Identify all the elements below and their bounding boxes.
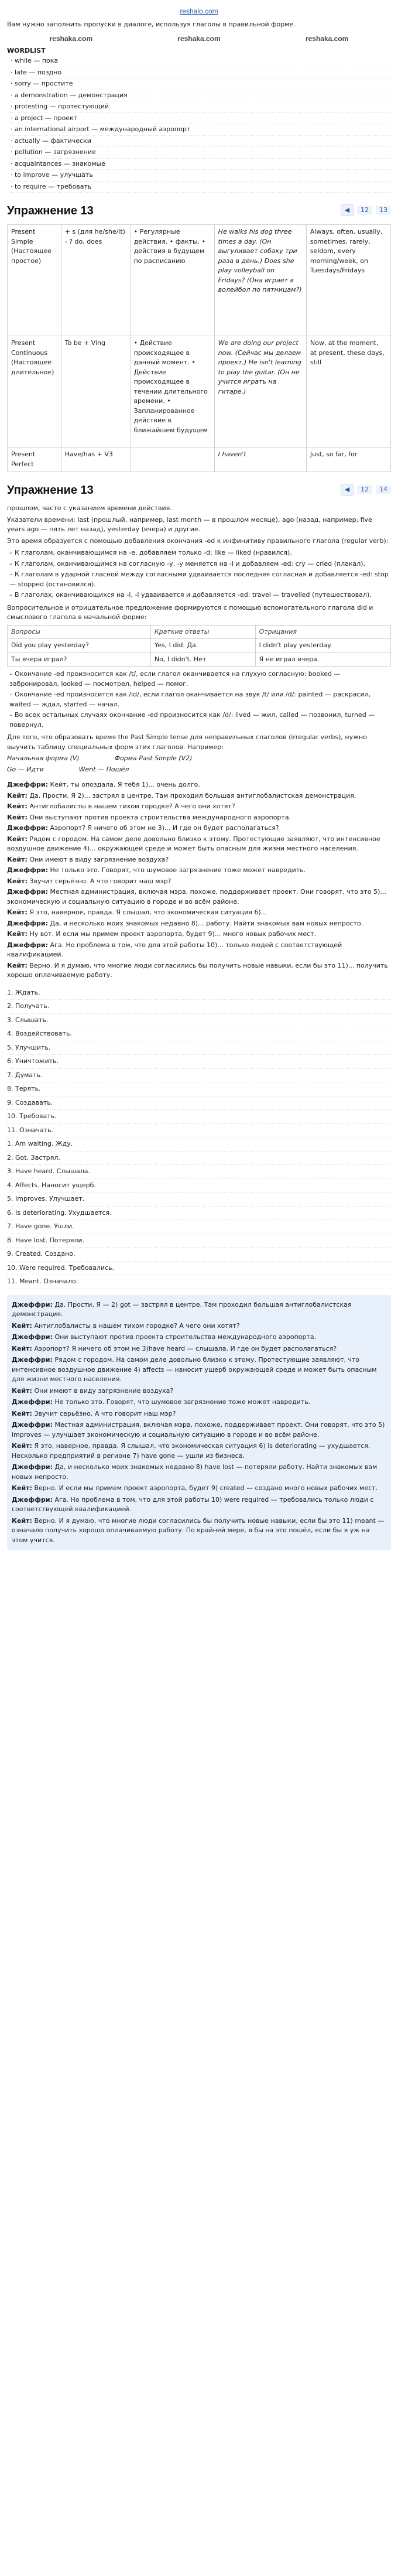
example-cell: We are doing our project now. (Сейчас мы делаем проект.) He isn't learning to play the guitar. (Он не учится играть на гитаре.)	[214, 336, 306, 447]
answer-item: 3. Have heard. Слышала.	[7, 1165, 391, 1179]
line-text: Ну вот. И если мы примем проект аэропорта, будет 9)... много новых рабочих мест.	[29, 930, 317, 938]
speaker: Джеффри:	[7, 919, 49, 927]
table-cell: Yes, I did. Да.	[150, 639, 255, 653]
answer-item: 5. Улучшить.	[7, 1041, 391, 1055]
line-text: Антиглобалисты в нашем тихом городке? А чего они хотят?	[34, 1321, 240, 1330]
dialogue-line	[7, 908, 391, 918]
answer-item: 6. Is deteriorating. Ухудшается.	[7, 1207, 391, 1221]
line-text: Не только это. Говорят, что шумовое загрязнение тоже может навредить.	[50, 866, 306, 874]
markers-cell: Always, often, usually, sometimes, rarely, seldom, every morning/week, on Tuesdays/Fridays	[306, 225, 390, 336]
column-header: Начальная форма (V)	[7, 754, 80, 762]
speaker: Кейт:	[7, 908, 28, 916]
wordlist-item: · to improve — улучшать	[7, 170, 391, 182]
grammar-table	[7, 224, 391, 472]
dialogue-line	[7, 835, 391, 854]
speaker: Кейт:	[12, 1409, 32, 1417]
line-text: Рядом с городом. На самом деле довольно близко к этому. Протестующие заявляют, что интенсивное воздушное движение 4)... окружающей среде и может быть опасным для жизни местного населения.	[7, 835, 380, 852]
line-text: Они имеют в виду загрязнение воздуха?	[34, 1386, 174, 1395]
wordlist-item: · acquaintances — знакомые	[7, 159, 391, 170]
form-cell: + s (для he/she/it) - ? do, does	[61, 225, 130, 336]
line-text: Антиглобалисты в нашем тихом городке? А чего они хотят?	[29, 802, 235, 810]
page-number[interactable]: 12	[357, 485, 372, 495]
answer-item: 7. Have gone. Ушли.	[7, 1220, 391, 1234]
question-table	[7, 625, 391, 667]
dialogue-line	[7, 813, 391, 823]
dialogue-line	[12, 1300, 386, 1320]
column-header: Вопросы	[8, 625, 151, 639]
line-text: Верно. И если мы примем проект аэропорта, будет 9) created — создано много новых рабочих мест.	[34, 1484, 378, 1492]
use-cell: • Действие происходящее в данный момент. • Действие происходящее в течении длительного времени. • Запланированное действие в ближайшем будущем	[130, 336, 214, 447]
dialogue-line	[7, 941, 391, 960]
table-row	[8, 652, 391, 667]
speaker: Джеффри:	[7, 888, 49, 896]
verb-table-header	[7, 754, 391, 764]
line-text: Не только это. Говорят, что шумовое загрязнение тоже может навредить.	[54, 1398, 311, 1406]
line-text: Верно. И я думаю, что многие люди согласились бы получить новые навыки, если бы это 11)... получить хорошо оплачиваемую работу.	[7, 961, 388, 979]
line-text: Да. Прости, Я — 2) got — застрял в центре. Там проходил большая антиглобалистская демонстрация.	[12, 1300, 352, 1318]
dialogue-line	[12, 1441, 386, 1461]
line-text: Они выступают против проекта строительства международного аэропорта.	[29, 813, 291, 821]
markers-cell: Now, at the moment, at present, these days, still	[306, 336, 390, 447]
table-row	[8, 639, 391, 653]
speaker: Кейт:	[7, 791, 28, 800]
answer-item: 11. Meant. Означало.	[7, 1275, 391, 1289]
line-text: Аэропорт? Я ничего об этом не 3)... И где он будет располагаться?	[50, 824, 279, 832]
line-text: Да, и несколько моих знакомых недавно 8) have lost — потеряли работу. Найти знакомых вам новых непросто.	[12, 1463, 378, 1481]
dialogue-line	[7, 791, 391, 801]
speaker: Джеффри:	[12, 1398, 53, 1406]
tense-cell: Present Continuous (Настоящее длительное)	[8, 336, 61, 447]
dialogue-line	[12, 1463, 386, 1482]
tense-cell: Present Perfect	[8, 447, 61, 472]
dialogue-line	[12, 1386, 386, 1396]
line-text: Звучит серьёзно. А что говорит наш мэр?	[34, 1409, 176, 1417]
dialogue-line	[12, 1495, 386, 1515]
dialogue-line	[7, 802, 391, 812]
rule-item: – К глаголам в ударной гласной между согласными удваивается последняя согласная и добавляется -ed: stop — stopped (остановился).	[9, 570, 389, 588]
wordlist-item: · an international airport — международный аэропорт	[7, 124, 391, 136]
rule-item: – Окончание -ed произносится как /id/, если глагол оканчивается на звук /t/ или /d/: painted — раскрасил, waited — ждал, started — начал.	[9, 691, 371, 708]
form-text: Это время образуется с помощью добавления окончания -ed к инфинитиву правильного глагола (regular verb):	[7, 537, 389, 545]
speaker: Джеффри:	[7, 866, 49, 874]
rule-item: – В глаголах, оканчивающихся на -l, -l удваивается и добавляется -ed: travel — travelled (путешествовал).	[9, 591, 372, 599]
speaker: Кейт:	[7, 855, 28, 863]
answer-item: 10. Were required. Требовались.	[7, 1262, 391, 1276]
site-link[interactable]: reshalo.com	[180, 7, 218, 15]
answer-item: 8. Have lost. Потеряли.	[7, 1234, 391, 1248]
rule-item: – К глаголам, оканчивающимся на -e, добавляем только -d: like — liked (нравился).	[9, 549, 292, 556]
speaker: Кейт:	[7, 835, 28, 843]
answer-item: 5. Improves. Улучшает.	[7, 1193, 391, 1207]
table-cell: Did you play yesterday?	[8, 639, 151, 653]
line-text: Я это, наверное, правда. Я слышал, что экономическая ситуация 6) is deteriorating — ухудшается. Несколько предприятий в регионе 7) have gone — ушли из бизнеса.	[12, 1442, 370, 1460]
table-cell: I didn't play yesterday.	[255, 639, 390, 653]
speaker: Кейт:	[12, 1516, 32, 1525]
speaker: Джеффри:	[7, 941, 49, 949]
speaker: Джеффри:	[12, 1356, 53, 1364]
column-header: Краткие ответы	[150, 625, 255, 639]
table-row	[8, 336, 391, 447]
exercise-title: Упражнение 13	[7, 484, 94, 497]
dialogue-line	[12, 1484, 386, 1494]
table-cell: Ты вчера играл?	[8, 652, 151, 667]
task-section	[7, 20, 391, 193]
answer-item: 4. Воздействовать.	[7, 1027, 391, 1041]
wordlist-item: · a demonstration — демонстрация	[7, 90, 391, 102]
dialogue-line	[12, 1321, 386, 1331]
table-cell: No, I didn't. Нет	[150, 652, 255, 667]
answer-item: 2. Получать.	[7, 1000, 391, 1014]
watermark: reshaka.com	[305, 34, 349, 43]
speaker: Джеффри:	[7, 781, 49, 788]
wordlist-item: · protesting — протестующий	[7, 101, 391, 113]
dialogue-line	[7, 877, 391, 887]
table-header-row	[8, 625, 391, 639]
line-text: Верно. И я думаю, что многие люди согласились бы получить новые навыки, если бы это 11) meant — означало получить хорошо оплачиваемую работу. По крайней мере, я бы на это пошёл, если бы я уж на этом учится.	[12, 1516, 385, 1544]
line-text: Ага. Но проблема в том, что для этой работы 10)... только людей с соответствующей квалификацией.	[7, 941, 342, 958]
answer-item: 1. Ждать.	[7, 986, 391, 1000]
dialogue-line	[7, 919, 391, 929]
table-cell: Я не играл вчера.	[255, 652, 390, 667]
time-markers-text: Указатели времени: last (прошлый, например, last month — в прошлом месяце), ago (назад, например, five years ago — пять лет назад), yesterday (вчера) и другие.	[7, 515, 372, 533]
pager	[341, 484, 391, 496]
dialogue-line	[12, 1344, 386, 1354]
rule-item: – Окончание -ed произносится как /t/, если глагол оканчивается на глухую согласную: booked — забронировал, looked — посмотрел, helped — помог.	[9, 670, 341, 688]
irregular-text: Для того, что образовать время the Past Simple tense для неправильных глаголов (irregular verbs), нужно выучить таблицу специальных форм этих глаголов. Например:	[7, 733, 367, 751]
speaker: Кейт:	[12, 1321, 32, 1330]
wordlist-title: WORDLIST	[7, 46, 46, 54]
speaker: Джеффри:	[12, 1463, 53, 1471]
speaker: Джеффри:	[7, 824, 49, 832]
wordlist-item: · sorry — простите	[7, 78, 391, 90]
speaker: Кейт:	[7, 930, 28, 938]
dialogue-line	[7, 930, 391, 939]
rule-intro: прошлом, часто с указанием времени действия.	[7, 504, 172, 512]
wordlist-item: · actually — фактически	[7, 136, 391, 148]
answers-section	[7, 986, 391, 1289]
wordlist-item: · to require — требовать	[7, 182, 391, 193]
pager	[341, 204, 391, 216]
line-text: Местная администрация, включая мэра, похоже, поддерживает проект. Они говорят, что это 5)... экономическую и социальную ситуацию в городе и во всём районе.	[7, 888, 386, 906]
dialogue-line	[12, 1420, 386, 1440]
exercise-13-rules-section	[7, 478, 391, 774]
watermark: reshaka.com	[177, 34, 221, 43]
answer-item: 8. Терять.	[7, 1082, 391, 1096]
rule-item: – Во всех остальных случаях окончание -ed произносится как /d/: lived — жил, called — позвонил, turned — повернул.	[9, 711, 375, 729]
markers-cell: Just, so far, for	[306, 447, 390, 472]
question-text: Вопросительное и отрицательное предложение формируются с помощью вспомогательного глагола did и смыслового глагола в начальной форме:	[7, 603, 373, 621]
answer-item: 10. Требовать.	[7, 1110, 391, 1124]
exercise-13-table-section	[7, 199, 391, 472]
dialogue-line	[7, 780, 391, 790]
exercise-header	[7, 199, 391, 222]
watermark: reshaka.com	[49, 34, 93, 43]
watermark-row	[7, 32, 391, 45]
answer-item: 9. Создавать.	[7, 1096, 391, 1111]
next-page-number[interactable]: 13	[376, 206, 391, 216]
speaker: Кейт:	[12, 1484, 32, 1492]
example-cell: He walks his dog three times a day. (Он выгуливает собаку три раза в день.) Does she play volleyball on Fridays? (Она играет в волейбол по пятницам?)	[214, 225, 306, 336]
answer-list	[7, 986, 391, 1289]
speaker: Кейт:	[7, 877, 28, 885]
rule-item: – К глаголам, оканчивающимся на согласную -y, -y меняется на -i и добавляем -ed: cry — cried (плакал).	[9, 559, 366, 568]
dialogue-line	[7, 855, 391, 865]
speaker: Кейт:	[12, 1386, 32, 1395]
answer-item: 11. Означать.	[7, 1124, 391, 1138]
line-text: Они выступают против проекта строительства международного аэропорта.	[54, 1333, 317, 1341]
line-text: Кейт, ты опоздала. Я тебя 1)... очень долго.	[50, 781, 200, 788]
answer-item: 3. Слышать.	[7, 1014, 391, 1028]
exercise-title: Упражнение 13	[7, 204, 94, 217]
dialogue-line	[7, 824, 391, 833]
dialogue-line	[12, 1398, 386, 1407]
line-text: Аэропорт? Я ничего об этом не 3)have heard — слышала. И где он будет располагаться?	[34, 1344, 337, 1352]
dialogue-line	[12, 1516, 386, 1546]
answer-item: 1. Am waiting. Жду.	[7, 1137, 391, 1152]
dialogue-line	[12, 1409, 386, 1419]
table-row	[8, 225, 391, 336]
exercise-header	[7, 478, 391, 501]
use-cell	[130, 447, 214, 472]
speaker: Джеффри:	[12, 1300, 53, 1309]
line-text: Местная администрация, включая мэра, похоже, поддерживает проект. Они говорят, что это 5) improves — улучшает экономическую и социальную ситуацию в городе и во всём районе.	[12, 1421, 385, 1439]
prev-page-button[interactable]: ◀	[341, 204, 354, 216]
wordlist-item: · late — поздно	[7, 67, 391, 79]
tense-cell: Present Simple (Настоящее простое)	[8, 225, 61, 336]
speaker: Кейт:	[12, 1442, 32, 1450]
line-text: Я это, наверное, правда. Я слышал, что экономическая ситуация 6)...	[29, 908, 267, 916]
form-cell: To be + Ving	[61, 336, 130, 447]
answer-item: 7. Думать.	[7, 1069, 391, 1083]
dialogue-line	[12, 1333, 386, 1342]
dialogue-line	[7, 887, 391, 907]
speaker: Джеффри:	[12, 1333, 53, 1341]
speaker: Кейт:	[7, 802, 28, 810]
line-text: Да, и несколько моих знакомых недавно 8)... работу. Найти знакомых вам новых непросто.	[50, 919, 363, 927]
line-text: Они имеют в виду загрязнение воздуха?	[29, 855, 169, 863]
answer-item: 9. Created. Создано.	[7, 1248, 391, 1262]
line-text: Звучит серьёзно. А что говорит наш мэр?	[29, 877, 171, 885]
wordlist	[7, 56, 391, 193]
column-header: Форма Past Simple (V2)	[114, 754, 193, 762]
dialogue-section	[7, 780, 391, 980]
line-text: Рядом с городом. На самом деле довольно близко к этому. Протестующие заявляют, что интенсивное воздушное движение 4) affects — наносит ущерб окружающей среде и может быть опасным для жизни местного населения.	[12, 1356, 377, 1383]
wordlist-item: · pollution — загрязнение	[7, 147, 391, 159]
answer-item: 6. Уничтожить.	[7, 1055, 391, 1069]
wordlist-item: · while — пока	[7, 56, 391, 67]
speaker: Джеффри:	[12, 1421, 53, 1429]
answer-item: 2. Got. Застрял.	[7, 1152, 391, 1166]
speaker: Кейт:	[7, 961, 28, 969]
line-text: Да. Прости. Я 2)... застрял в центре. Там проходил большая антиглобалистская демонстрация.	[29, 791, 356, 800]
speaker: Кейт:	[7, 813, 28, 821]
pronunciation-rules	[7, 669, 391, 730]
dialogue-line	[12, 1355, 386, 1385]
site-header[interactable]	[7, 5, 391, 20]
final-dialogue	[7, 1295, 391, 1551]
task-text: Вам нужно заполнить пропуски в диалоге, используя глаголы в правильной форме.	[7, 21, 296, 28]
answer-item: 4. Affects. Наносит ущерб.	[7, 1179, 391, 1193]
speaker: Джеффри:	[12, 1495, 53, 1504]
verb-row	[7, 765, 391, 775]
wordlist-item: · a project — проект	[7, 113, 391, 125]
form-cell: Have/has + V3	[61, 447, 130, 472]
example-cell: I haven't	[214, 447, 306, 472]
column-header: Отрицания	[255, 625, 390, 639]
next-page-number[interactable]: 14	[376, 485, 391, 495]
prev-page-button[interactable]: ◀	[341, 484, 354, 496]
verb-cell: Went — Пошёл	[78, 765, 129, 773]
dialogue-line	[7, 866, 391, 876]
use-cell: • Регулярные действия. • факты. • действия в будущем по расписанию	[130, 225, 214, 336]
speaker: Кейт:	[12, 1344, 32, 1352]
table-row	[8, 447, 391, 472]
verb-cell: Go — Идти	[7, 765, 44, 773]
page-number[interactable]: 12	[357, 206, 372, 216]
spelling-rules	[7, 548, 391, 601]
dialogue-line	[7, 961, 391, 980]
line-text: Ага. Но проблема в том, что для этой работы 10) were required — требовались только люди с соответствующей квалификацией.	[12, 1495, 374, 1513]
